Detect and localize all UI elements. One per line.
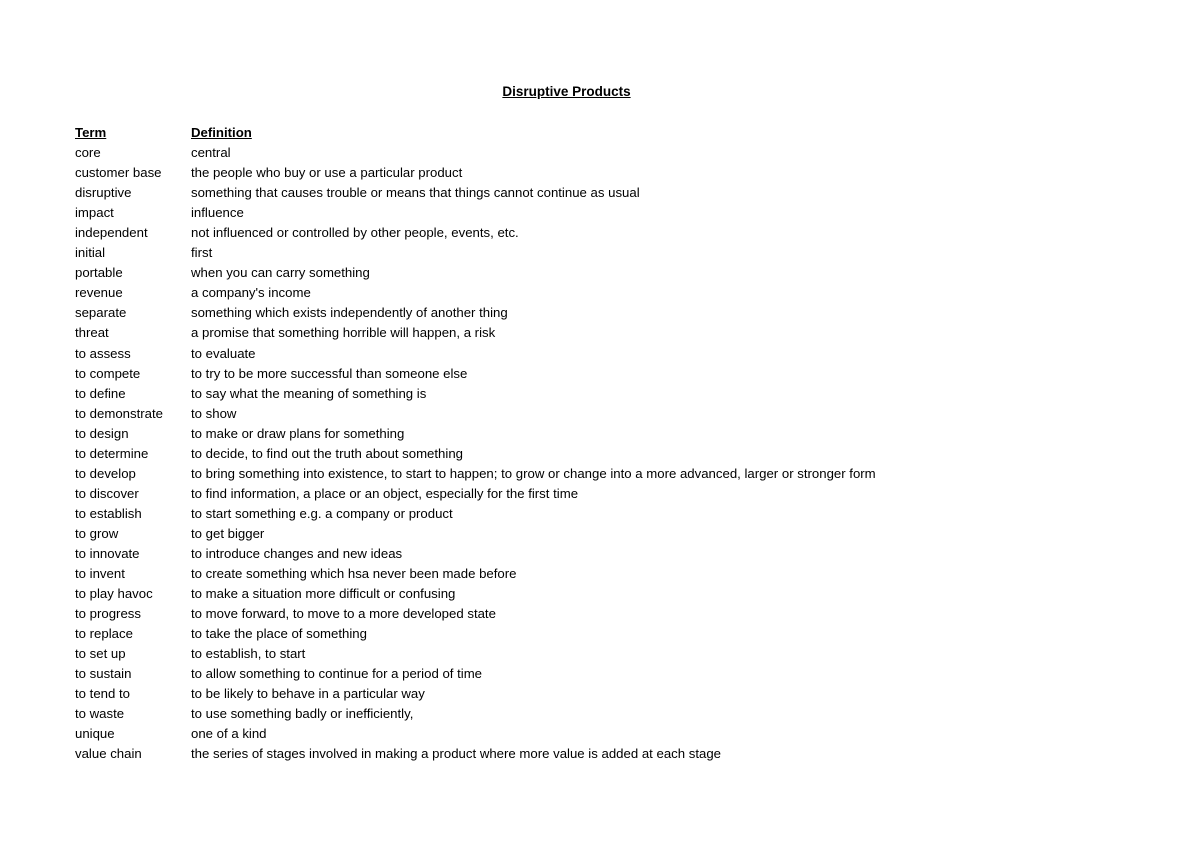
- glossary-row: [75, 704, 1135, 724]
- glossary-definition: to make a situation more difficult or confusing: [191, 586, 456, 602]
- glossary-row: [75, 464, 1135, 484]
- glossary-row: [75, 744, 1135, 764]
- glossary-row: [75, 283, 1135, 303]
- glossary-header-row: [75, 123, 1135, 143]
- glossary-definition: to say what the meaning of something is: [191, 385, 427, 401]
- glossary-term: to establish: [75, 505, 142, 521]
- glossary-definition: to find information, a place or an object, especially for the first time: [191, 485, 579, 501]
- term-column-header: Term: [75, 125, 107, 140]
- glossary-term: to define: [75, 385, 126, 401]
- glossary-term: impact: [75, 205, 114, 221]
- glossary-term: to grow: [75, 525, 119, 541]
- glossary-row: [75, 303, 1135, 323]
- glossary-term: to progress: [75, 606, 141, 622]
- glossary-definition: to bring something into existence, to start to happen; to grow or change into a more advanced, larger or stronger form: [191, 465, 876, 481]
- glossary-term: customer base: [75, 165, 162, 181]
- glossary-row: [75, 524, 1135, 544]
- glossary-row: [75, 163, 1135, 183]
- document-title: Disruptive Products: [502, 84, 631, 99]
- glossary-row: [75, 424, 1135, 444]
- glossary-row: [75, 664, 1135, 684]
- glossary-term: revenue: [75, 285, 123, 301]
- glossary-definition: to create something which hsa never been made before: [191, 566, 517, 582]
- glossary-row: [75, 344, 1135, 364]
- glossary-term: initial: [75, 245, 106, 261]
- glossary-term: to design: [75, 425, 129, 441]
- glossary-definition: to start something e.g. a company or product: [191, 505, 453, 521]
- glossary-definition: something which exists independently of another thing: [191, 305, 508, 321]
- glossary-definition: a promise that something horrible will happen, a risk: [191, 325, 496, 341]
- glossary-term: to develop: [75, 465, 136, 481]
- glossary-definition: to introduce changes and new ideas: [191, 545, 403, 561]
- glossary-row: [75, 183, 1135, 203]
- glossary-row: [75, 644, 1135, 664]
- glossary-term: to replace: [75, 626, 133, 642]
- glossary-term: portable: [75, 265, 123, 281]
- glossary-term: to tend to: [75, 686, 130, 702]
- glossary-row: [75, 364, 1135, 384]
- glossary-definition: to evaluate: [191, 345, 256, 361]
- glossary-definition: to be likely to behave in a particular way: [191, 686, 425, 702]
- glossary-term: to innovate: [75, 545, 140, 561]
- glossary-term: to determine: [75, 445, 149, 461]
- glossary-term: to demonstrate: [75, 405, 163, 421]
- glossary-term: independent: [75, 225, 148, 241]
- glossary-row: [75, 203, 1135, 223]
- glossary-definition: a company's income: [191, 285, 311, 301]
- glossary-row: [75, 624, 1135, 644]
- glossary-row: [75, 143, 1135, 163]
- glossary-term: to set up: [75, 646, 126, 662]
- glossary-definition: to establish, to start: [191, 646, 306, 662]
- glossary-row: [75, 604, 1135, 624]
- glossary-definition: to allow something to continue for a period of time: [191, 666, 483, 682]
- glossary-definition: something that causes trouble or means that things cannot continue as usual: [191, 185, 640, 201]
- glossary-definition: one of a kind: [191, 726, 267, 742]
- glossary-definition: first: [191, 245, 213, 261]
- glossary-body: [75, 143, 1135, 764]
- glossary-term: value chain: [75, 746, 142, 762]
- definition-column-header: Definition: [191, 125, 252, 140]
- glossary-term: threat: [75, 325, 109, 341]
- glossary-table: [75, 123, 1135, 765]
- glossary-row: [75, 404, 1135, 424]
- glossary-definition: to show: [191, 405, 237, 421]
- glossary-term: disruptive: [75, 185, 132, 201]
- glossary-term: core: [75, 145, 101, 161]
- glossary-term: unique: [75, 726, 115, 742]
- glossary-definition: when you can carry something: [191, 265, 370, 281]
- glossary-row: [75, 544, 1135, 564]
- glossary-definition: the people who buy or use a particular product: [191, 165, 463, 181]
- glossary-term: separate: [75, 305, 127, 321]
- glossary-definition: to get bigger: [191, 525, 265, 541]
- glossary-row: [75, 724, 1135, 744]
- glossary-definition: to use something badly or inefficiently,: [191, 706, 414, 722]
- glossary-definition: to try to be more successful than someone else: [191, 365, 468, 381]
- glossary-term: to waste: [75, 706, 125, 722]
- glossary-row: [75, 243, 1135, 263]
- glossary-row: [75, 584, 1135, 604]
- glossary-row: [75, 384, 1135, 404]
- glossary-term: to compete: [75, 365, 141, 381]
- glossary-row: [75, 564, 1135, 584]
- glossary-term: to play havoc: [75, 586, 153, 602]
- glossary-term: to invent: [75, 566, 125, 582]
- glossary-term: to assess: [75, 345, 131, 361]
- glossary-definition: to decide, to find out the truth about something: [191, 445, 463, 461]
- glossary-row: [75, 444, 1135, 464]
- glossary-definition: not influenced or controlled by other people, events, etc.: [191, 225, 519, 241]
- glossary-row: [75, 484, 1135, 504]
- glossary-term: to discover: [75, 485, 139, 501]
- glossary-definition: central: [191, 145, 231, 161]
- glossary-definition: to take the place of something: [191, 626, 367, 642]
- glossary-row: [75, 684, 1135, 704]
- glossary-row: [75, 504, 1135, 524]
- glossary-row: [75, 263, 1135, 283]
- glossary-term: to sustain: [75, 666, 132, 682]
- glossary-row: [75, 323, 1135, 343]
- glossary-row: [75, 223, 1135, 243]
- glossary-definition: the series of stages involved in making a product where more value is added at each stage: [191, 746, 722, 762]
- glossary-definition: to move forward, to move to a more developed state: [191, 606, 496, 622]
- glossary-definition: influence: [191, 205, 244, 221]
- glossary-definition: to make or draw plans for something: [191, 425, 405, 441]
